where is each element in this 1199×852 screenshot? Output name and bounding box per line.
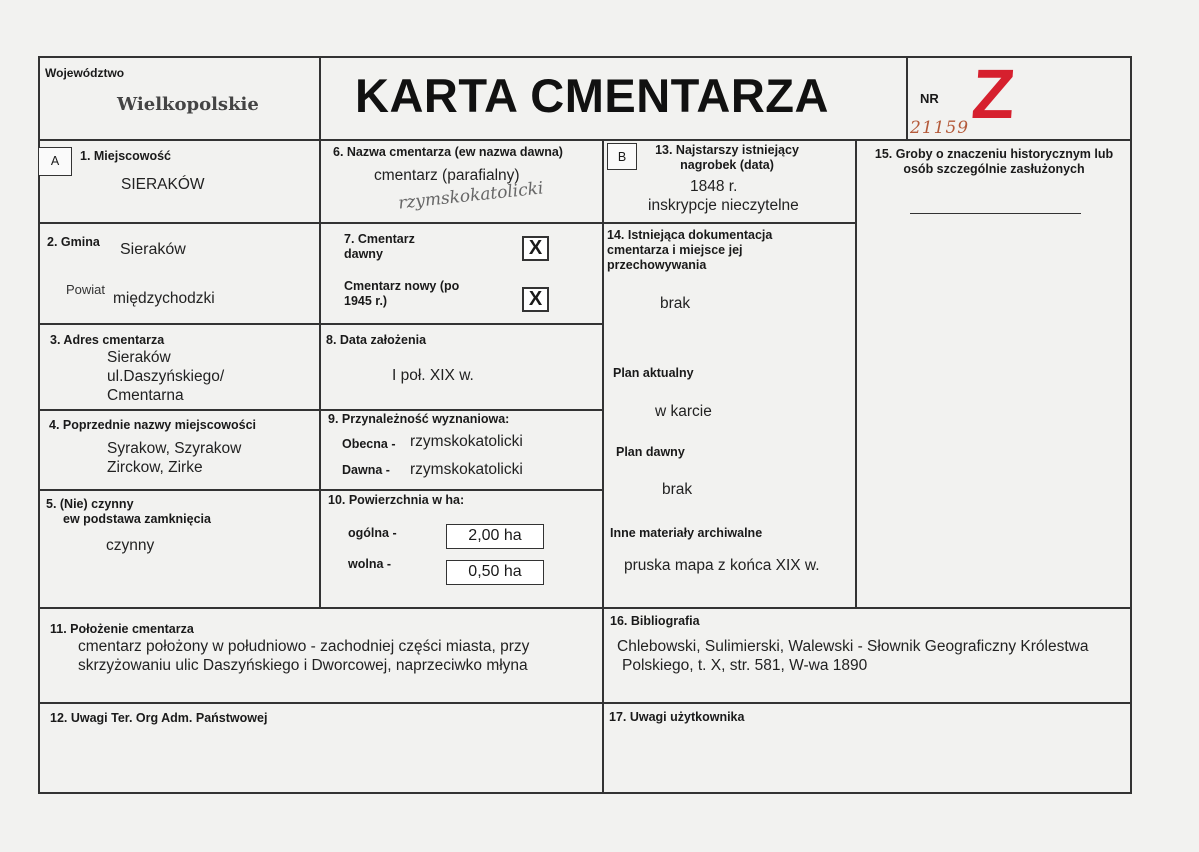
divider xyxy=(319,56,321,608)
polozenie-label: 11. Położenie cmentarza xyxy=(50,622,194,636)
nr-number: 21159 xyxy=(910,118,970,138)
divider xyxy=(38,139,1132,141)
podstawa-zamkniecia-label: ew podstawa zamknięcia xyxy=(63,512,211,526)
najstarszy-nagrobek-label: 13. Najstarszy istniejący nagrobek (data) xyxy=(655,143,799,172)
adres-label: 3. Adres cmentarza xyxy=(50,333,165,347)
cmentarz-dawny-label: 7. Cmentarz dawny xyxy=(344,232,415,261)
miejscowosc-value: SIERAKÓW xyxy=(121,176,205,193)
najstarszy-nagrobek-date: 1848 r. xyxy=(690,178,738,195)
czynny-value: czynny xyxy=(106,537,155,554)
divider xyxy=(906,56,908,141)
divider xyxy=(38,409,604,411)
obecna-value: rzymskokatolicki xyxy=(410,433,523,450)
przynaleznosc-label: 9. Przynależność wyznaniowa: xyxy=(328,412,510,426)
uwagi-uzytkownika-label: 17. Uwagi użytkownika xyxy=(609,710,745,724)
miejscowosc-label: 1. Miejscowość xyxy=(80,149,172,163)
cmentarz-dawny-checkbox[interactable]: X xyxy=(522,236,549,261)
divider xyxy=(38,489,604,491)
adres-line-2: ul.Daszyńskiego/ xyxy=(107,368,225,385)
dokumentacja-label: 14. Istniejąca dokumentacja cmentarza i miejsce jej przechowywania xyxy=(607,228,773,272)
inne-materialy-label: Inne materiały archiwalne xyxy=(610,526,763,540)
divider xyxy=(38,222,857,224)
divider xyxy=(38,323,604,325)
uwagi-ter-org-label: 12. Uwagi Ter. Org Adm. Państwowej xyxy=(50,711,268,725)
wolna-value: 0,50 ha xyxy=(446,560,544,585)
dawna-label: Dawna - xyxy=(342,463,390,477)
wojewodztwo-label: Województwo xyxy=(45,66,125,80)
poprzednie-nazwy-line-2: Zirckow, Zirke xyxy=(107,459,203,476)
gmina-label: 2. Gmina xyxy=(47,235,100,249)
obecna-label: Obecna - xyxy=(342,437,396,451)
data-zalozenia-value: I poł. XIX w. xyxy=(392,367,474,384)
bibliografia-line-2: Polskiego, t. X, str. 581, W-wa 1890 xyxy=(622,657,868,674)
inne-materialy-value: pruska mapa z końca XIX w. xyxy=(624,557,820,574)
powiat-value: międzychodzki xyxy=(113,290,215,307)
poprzednie-nazwy-label: 4. Poprzednie nazwy miejscowości xyxy=(49,418,257,432)
bibliografia-label: 16. Bibliografia xyxy=(610,614,700,628)
ogolna-value: 2,00 ha xyxy=(446,524,544,549)
czynny-label: 5. (Nie) czynny xyxy=(46,497,134,511)
polozenie-line-2: skrzyżowaniu ulic Daszyńskiego i Dworcowej, naprzeciwko młyna xyxy=(78,657,528,674)
plan-dawny-value: brak xyxy=(662,481,693,498)
divider xyxy=(38,607,1132,609)
cmentarz-nowy-checkbox[interactable]: X xyxy=(522,287,549,312)
plan-aktualny-label: Plan aktualny xyxy=(613,366,694,380)
powiat-label: Powiat xyxy=(66,282,106,297)
ogolna-label: ogólna - xyxy=(348,526,397,540)
plan-dawny-label: Plan dawny xyxy=(616,445,685,459)
dawna-value: rzymskokatolicki xyxy=(410,461,523,478)
wojewodztwo-value: Wielkopolskie xyxy=(117,94,259,115)
groby-historyczne-line xyxy=(910,213,1081,214)
divider xyxy=(855,139,857,609)
data-zalozenia-label: 8. Data założenia xyxy=(326,333,427,347)
polozenie-line-1: cmentarz położony w południowo - zachodniej części miasta, przy xyxy=(78,638,530,655)
adres-line-3: Cmentarna xyxy=(107,387,184,404)
divider xyxy=(602,139,604,794)
bibliografia-line-1: Chlebowski, Sulimierski, Walewski - Słownik Geograficzny Królestwa xyxy=(617,638,1089,655)
powierzchnia-label: 10. Powierzchnia w ha: xyxy=(328,493,465,507)
plan-aktualny-value: w karcie xyxy=(655,403,712,420)
nazwa-cmentarza-value: cmentarz (parafialny) xyxy=(374,167,520,184)
nr-label: NR xyxy=(920,91,939,106)
groby-historyczne-label: 15. Groby o znaczeniu historycznym lub osób szczególnie zasłużonych xyxy=(874,147,1114,176)
divider xyxy=(38,702,1132,704)
section-b-tag: B xyxy=(607,143,637,170)
poprzednie-nazwy-line-1: Syrakow, Szyrakow xyxy=(107,440,242,457)
wolna-label: wolna - xyxy=(348,557,392,571)
nazwa-cmentarza-label: 6. Nazwa cmentarza (ew nazwa dawna) xyxy=(333,145,563,159)
gmina-value: Sieraków xyxy=(120,241,186,258)
section-a-tag: A xyxy=(38,147,72,176)
page-title: KARTA CMENTARZA xyxy=(355,69,829,122)
adres-line-1: Sieraków xyxy=(107,349,171,366)
nazwa-cmentarza-handwritten: rzymskokatolicki xyxy=(397,178,545,214)
dokumentacja-value: brak xyxy=(660,295,691,312)
najstarszy-nagrobek-note: inskrypcje nieczytelne xyxy=(648,197,799,214)
nr-category-mark: Z xyxy=(969,55,1018,133)
cmentarz-nowy-label: Cmentarz nowy (po 1945 r.) xyxy=(344,279,460,308)
